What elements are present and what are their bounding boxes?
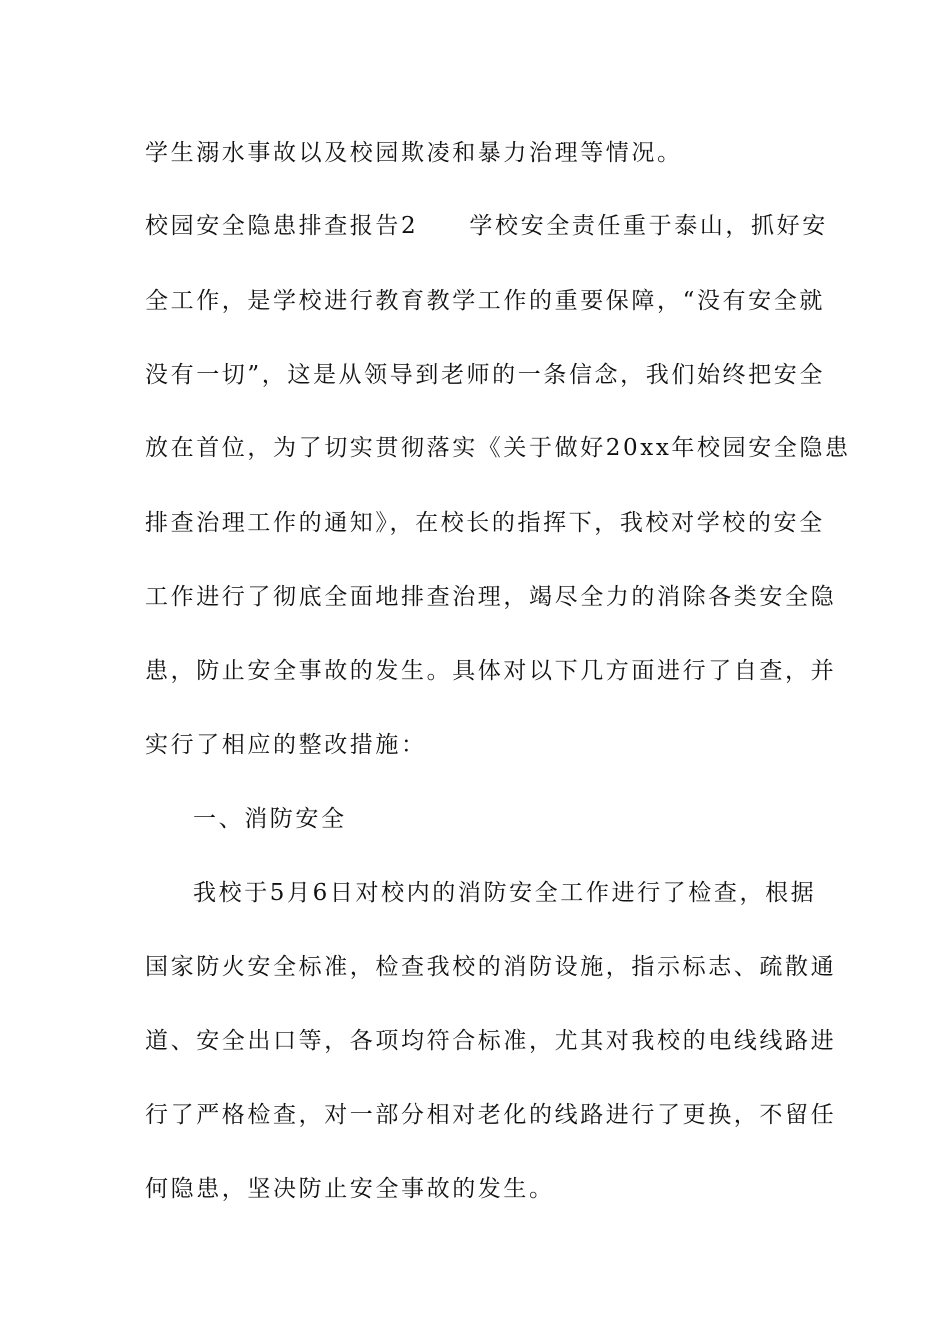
text-line: 患，防止安全事故的发生。具体对以下几方面进行了自查，并 [145, 658, 837, 684]
text-line: 行了严格检查，对一部分相对老化的线路进行了更换，不留任 [145, 1102, 837, 1128]
text-line: 全工作，是学校进行教育教学工作的重要保障，“没有安全就 [145, 288, 825, 314]
text-line: 放在首位，为了切实贯彻落实《关于做好20xx年校园安全隐患 [145, 435, 851, 461]
text-line: 道、安全出口等，各项均符合标准，尤其对我校的电线线路进 [145, 1028, 837, 1054]
text-line: 没有一切”，这是从领导到老师的一条信念，我们始终把安全 [145, 362, 825, 388]
text-line: 何隐患，坚决防止安全事故的发生。 [145, 1176, 555, 1202]
text-line: 我校于5月6日对校内的消防安全工作进行了检查，根据 [193, 880, 817, 906]
text-line: 学生溺水事故以及校园欺凌和暴力治理等情况。 [145, 140, 683, 166]
text-line: 国家防火安全标准，检查我校的消防设施，指示标志、疏散通 [145, 954, 837, 980]
text-line: 校园安全隐患排查报告2 学校安全责任重于泰山，抓好安 [145, 213, 828, 239]
text-line: 工作进行了彻底全面地排查治理，竭尽全力的消除各类安全隐 [145, 584, 837, 610]
text-line: 实行了相应的整改措施： [145, 732, 427, 758]
section-heading: 一、消防安全 [193, 806, 347, 832]
text-line: 排查治理工作的通知》，在校长的指挥下，我校对学校的安全 [145, 510, 825, 536]
